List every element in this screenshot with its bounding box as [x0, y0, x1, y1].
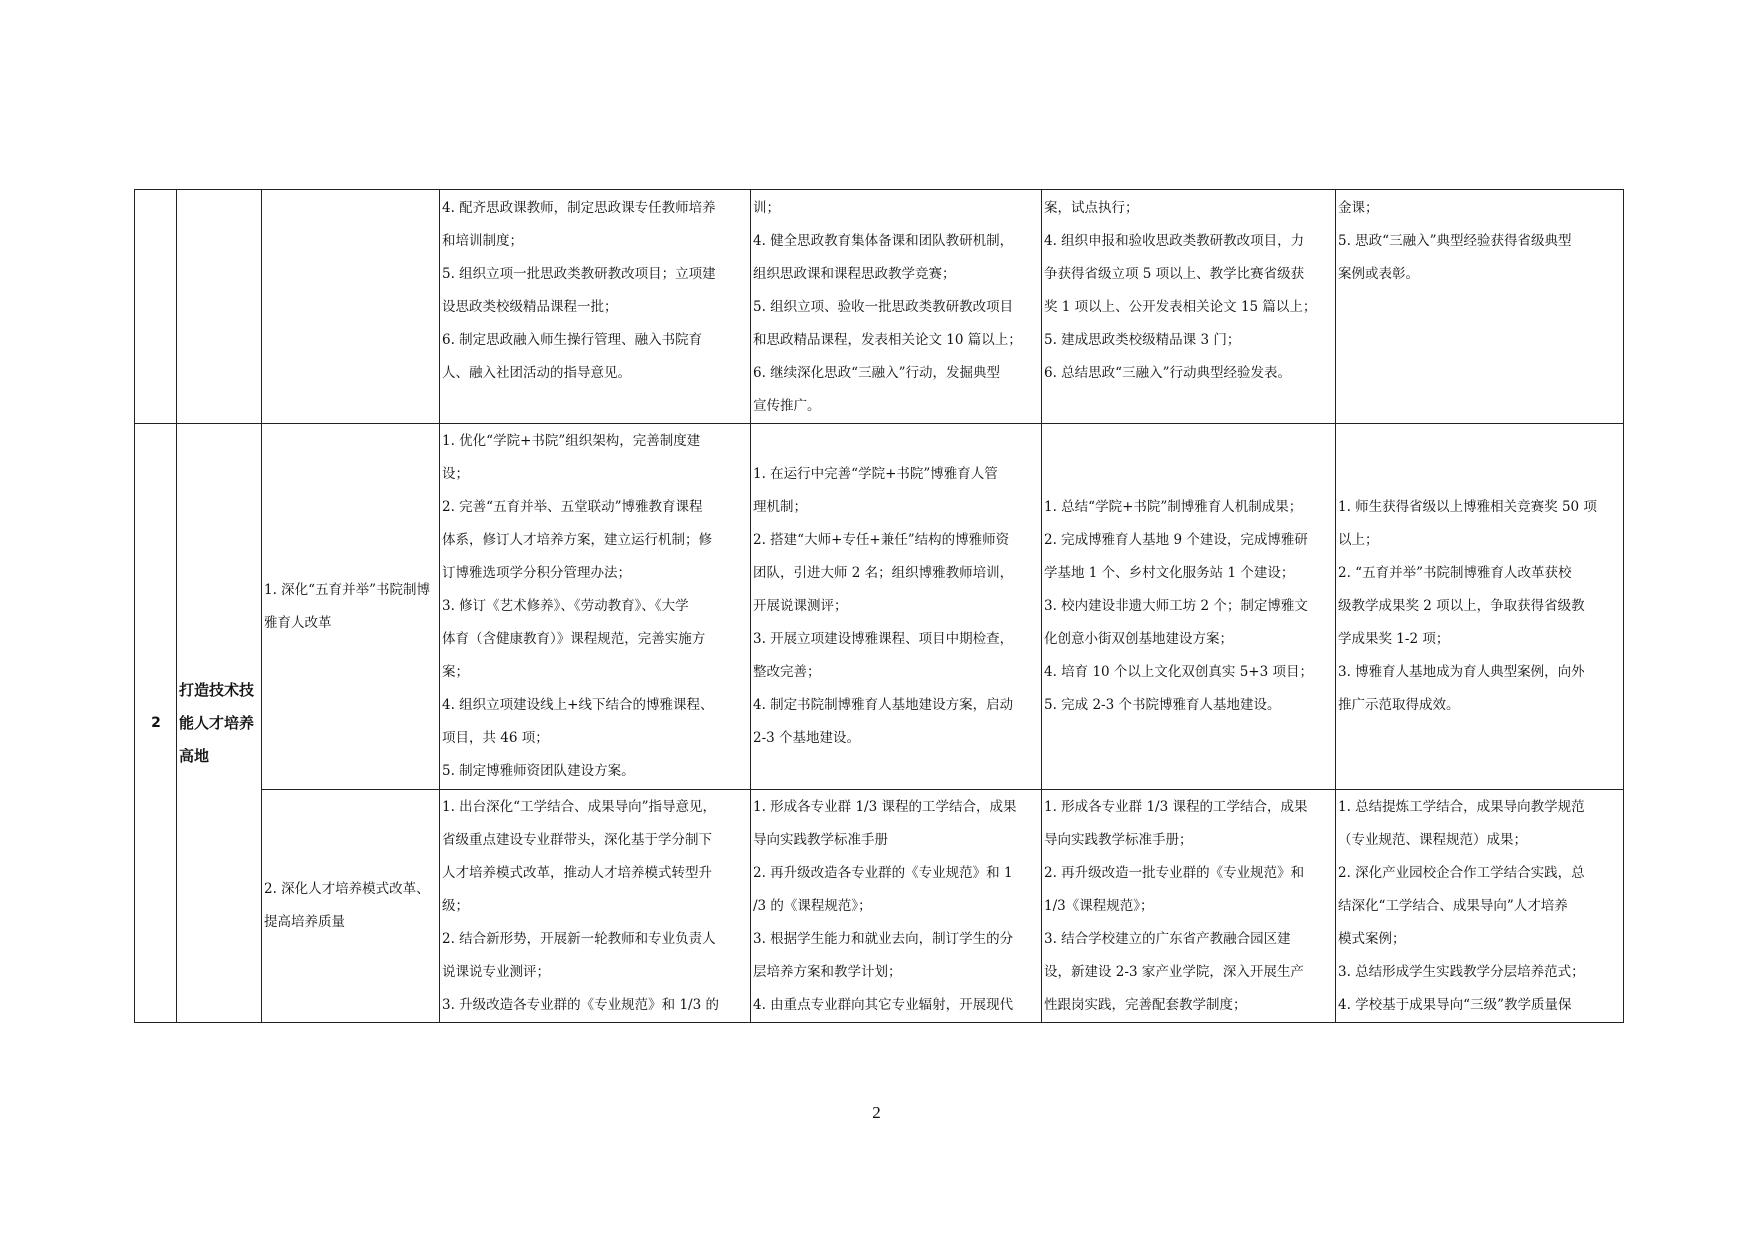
text-line: 6. 制定思政融入师生操行管理、融入书院育	[442, 332, 703, 348]
text-line: 组织思政课和课程思政教学竞赛；	[753, 266, 956, 282]
text-line: 3. 结合学校建立的广东省产教融合园区建	[1044, 931, 1291, 947]
text-line: 1. 形成各专业群 1/3 课程的工学结合，成果	[1044, 799, 1308, 815]
text-line: 化创意小街双创基地建设方案；	[1044, 631, 1233, 647]
plan-table	[134, 189, 1624, 1023]
text-line: 理机制；	[753, 499, 807, 515]
text-line: 5. 组织立项一批思政类教研教改项目；立项建	[442, 266, 716, 282]
text-line: 5. 组织立项、验收一批思政类教研教改项目	[753, 299, 1014, 315]
text-line: 和培训制度；	[442, 233, 523, 249]
text-line: 4. 组织申报和验收思政类教研教改项目，力	[1044, 233, 1305, 249]
stage2-cell	[751, 190, 1042, 424]
text-line: 2. 搭建“大师+专任+兼任”结构的博雅师资	[753, 532, 1010, 548]
text-line: （专业规范、课程规范）成果；	[1338, 832, 1527, 848]
section-number: 2	[135, 424, 177, 1023]
text-line: 2-3 个基地建设。	[753, 730, 861, 746]
text-line: 3. 根据学生能力和就业去向，制订学生的分	[753, 931, 1014, 947]
text-line: 2. 完成博雅育人基地 9 个建设，完成博雅研	[1044, 532, 1308, 548]
text-line: 4. 培育 10 个以上文化双创真实 5+3 项目；	[1044, 664, 1314, 680]
text-line: 4. 组织立项建设线上+线下结合的博雅课程、	[442, 697, 714, 713]
text-line: 体育（含健康教育）》课程规范，完善实施方	[442, 631, 706, 647]
stage1-cell	[440, 424, 751, 790]
subtask-title: 1. 深化“五育并举”书院制博雅育人改革	[264, 581, 430, 631]
text-line: 3. 修订《艺术修养》、《劳动教育》、《大学	[442, 598, 689, 614]
subtask-cell	[262, 190, 440, 424]
text-line: 团队，引进大师 2 名；组织博雅教师培训，	[753, 565, 1014, 581]
text-line: 设，新建设 2-3 家产业学院，深入开展生产	[1044, 964, 1304, 980]
text-line: 和思政精品课程，发表相关论文 10 篇以上；	[753, 332, 1022, 348]
text-line: 以上；	[1338, 532, 1379, 548]
text-line: 级教学成果奖 2 项以上，争取获得省级教	[1338, 598, 1585, 614]
text-line: 3. 博雅育人基地成为育人典型案例，向外	[1338, 664, 1585, 680]
text-line: 1. 在运行中完善“学院+书院”博雅育人管	[753, 466, 998, 482]
text-line: 6. 总结思政“三融入”行动典型经验发表。	[1044, 365, 1291, 381]
text-line: 1. 总结提炼工学结合，成果导向教学规范	[1338, 799, 1585, 815]
stage2-cell	[751, 790, 1042, 1023]
stage4-cell	[1336, 190, 1624, 424]
text-line: 3. 校内建设非遗大师工坊 2 个；制定博雅文	[1044, 598, 1308, 614]
text-line: 3. 总结形成学生实践教学分层培养范式；	[1338, 964, 1585, 980]
stage3-cell	[1042, 424, 1336, 790]
text-line: 说课说专业测评；	[442, 964, 550, 980]
text-line: 4. 制定书院制博雅育人基地建设方案，启动	[753, 697, 1014, 713]
text-line: 1. 出台深化“工学结合、成果导向”指导意见，	[442, 799, 716, 815]
text-line: 1. 形成各专业群 1/3 课程的工学结合，成果	[753, 799, 1017, 815]
text-line: 2. 再升级改造一批专业群的《专业规范》和	[1044, 865, 1305, 881]
text-line: 1. 师生获得省级以上博雅相关竞赛奖 50 项	[1338, 499, 1597, 515]
text-line: 级；	[442, 898, 469, 914]
text-line: 4. 由重点专业群向其它专业辐射，开展现代	[753, 997, 1014, 1013]
stage4-cell	[1336, 424, 1624, 790]
text-line: 5. 完成 2-3 个书院博雅育人基地建设。	[1044, 697, 1281, 713]
text-line: 2. “五育并举”书院制博雅育人改革获校	[1338, 565, 1572, 581]
text-line: 宣传推广。	[753, 398, 821, 414]
text-line: 模式案例；	[1338, 931, 1406, 947]
page-number: 2	[872, 1103, 881, 1122]
text-line: 开展说课测评；	[753, 598, 848, 614]
text-line: 4. 配齐思政课教师，制定思政课专任教师培养	[442, 200, 716, 216]
text-line: 2. 深化产业园校企合作工学结合实践，总	[1338, 865, 1585, 881]
text-line: 2. 完善“五育并举、五堂联动”博雅教育课程	[442, 499, 703, 515]
text-line: 人、融入社团活动的指导意见。	[442, 365, 631, 381]
text-line: 训；	[753, 200, 780, 216]
section2-row-1	[135, 424, 1624, 790]
number-cell	[135, 190, 177, 424]
subtask-title: 2. 深化人才培养模式改革、提高培养质量	[264, 881, 430, 930]
text-line: 5. 思政“三融入”典型经验获得省级典型	[1338, 233, 1572, 249]
text-line: 争获得省级立项 5 项以上、教学比赛省级获	[1044, 266, 1305, 282]
text-line: 结深化“工学结合、成果导向”人才培养	[1338, 898, 1568, 914]
text-line: 5. 建成思政类校级精品课 3 门；	[1044, 332, 1241, 348]
text-line: 奖 1 项以上、公开发表相关论文 15 篇以上；	[1044, 299, 1317, 315]
continuation-row	[135, 190, 1624, 424]
text-line: 设；	[442, 466, 469, 482]
task-title: 打造技术技能人才培养高地	[177, 424, 262, 1023]
text-line: 3. 升级改造各专业群的《专业规范》和 1/3 的	[442, 997, 719, 1013]
section2-row-2	[135, 790, 1624, 1023]
text-line: 人才培养模式改革，推动人才培养模式转型升	[442, 865, 712, 881]
text-line: 案，试点执行；	[1044, 200, 1139, 216]
text-line: 2. 结合新形势，开展新一轮教师和专业负责人	[442, 931, 716, 947]
text-line: 4. 学校基于成果导向“三级”教学质量保	[1338, 997, 1572, 1013]
text-line: 1. 总结“学院+书院”制博雅育人机制成果；	[1044, 499, 1303, 515]
text-line: 省级重点建设专业群带头，深化基于学分制下	[442, 832, 712, 848]
text-line: 项目，共 46 项；	[442, 730, 549, 746]
stage3-cell	[1042, 190, 1336, 424]
text-line: 订博雅选项学分积分管理办法；	[442, 565, 631, 581]
text-line: 3. 开展立项建设博雅课程、项目中期检查，	[753, 631, 1014, 647]
text-line: 6. 继续深化思政“三融入”行动，发掘典型	[753, 365, 1000, 381]
task-cell	[177, 190, 262, 424]
text-line: 案例或表彰。	[1338, 266, 1419, 282]
text-line: 1. 优化“学院+书院”组织架构，完善制度建	[442, 433, 701, 449]
text-line: 导向实践教学标准手册；	[1044, 832, 1193, 848]
text-line: 1/3《课程规范》；	[1044, 898, 1154, 914]
stage2-cell	[751, 424, 1042, 790]
stage1-cell	[440, 190, 751, 424]
subtask-title-cell	[262, 790, 440, 1023]
text-line: 整改完善；	[753, 664, 821, 680]
text-line: 2. 再升级改造各专业群的《专业规范》和 1	[753, 865, 1013, 881]
stage1-cell	[440, 790, 751, 1023]
text-line: 体系，修订人才培养方案，建立运行机制；修	[442, 532, 712, 548]
text-line: 学基地 1 个、乡村文化服务站 1 个建设；	[1044, 565, 1295, 581]
text-line: 性跟岗实践，完善配套教学制度；	[1044, 997, 1247, 1013]
text-line: 5. 制定博雅师资团队建设方案。	[442, 763, 635, 779]
text-line: 学成果奖 1-2 项；	[1338, 631, 1450, 647]
text-line: 4. 健全思政教育集体备课和团队教研机制，	[753, 233, 1014, 249]
subtask-title-cell	[262, 424, 440, 790]
text-line: 设思政类校级精品课程一批；	[442, 299, 618, 315]
text-line: 案；	[442, 664, 469, 680]
text-line: 推广示范取得成效。	[1338, 697, 1460, 713]
text-line: /3 的《课程规范》；	[753, 898, 872, 914]
text-line: 层培养方案和教学计划；	[753, 964, 902, 980]
text-line: 导向实践教学标准手册	[753, 832, 888, 848]
text-line: 金课；	[1338, 200, 1379, 216]
stage3-cell	[1042, 790, 1336, 1023]
stage4-cell	[1336, 790, 1624, 1023]
